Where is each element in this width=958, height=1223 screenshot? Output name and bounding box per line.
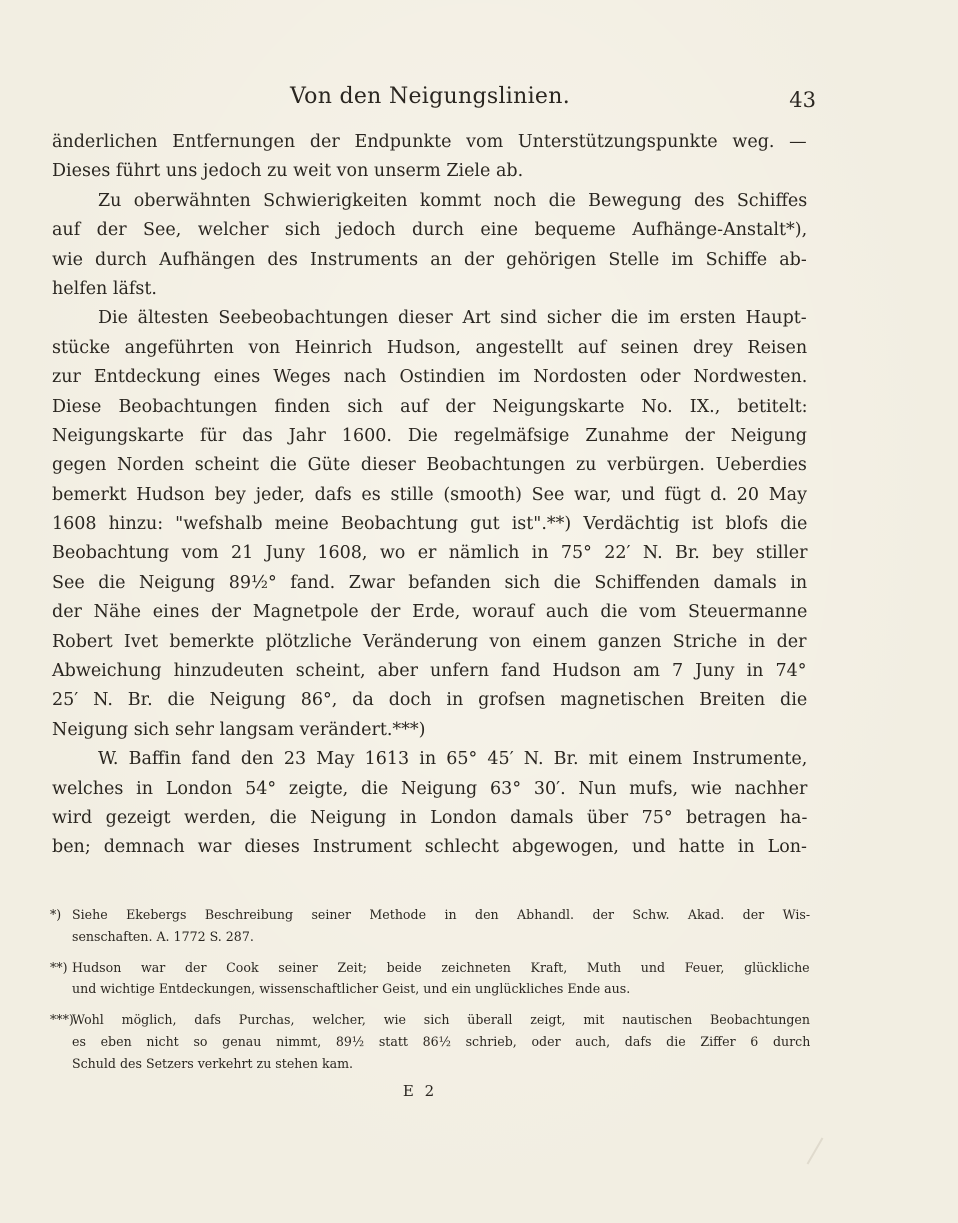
- footnote-mark: ***): [50, 1012, 74, 1028]
- text-line: 25′ N. Br. die Neigung 86°, da doch in grofsen magnetischen Breiten die: [52, 690, 808, 711]
- text-line: Zu oberwähnten Schwierigkeiten kommt noch die Bewegung des Schiffes: [98, 190, 808, 211]
- footnote-mark: **): [50, 959, 68, 975]
- footnote-mark: *): [50, 907, 62, 922]
- text-line: der Nähe eines der Magnetpole der Erde, worauf auch die vom Steuermanne: [52, 602, 808, 623]
- text-line: Dieses führt uns jedoch zu weit von unserm Ziele ab.: [52, 161, 524, 182]
- running-title: Von den Neigungslinien.: [290, 84, 570, 109]
- text-line: Robert Ivet bemerkte plötzliche Veränderung von einem ganzen Striche in der: [52, 631, 807, 652]
- text-line: bemerkt Hudson bey jeder, dafs es stille (smooth) See war, und fügt d. 20 May: [52, 484, 807, 505]
- text-line: wird gezeigt werden, die Neigung in London damals über 75° betragen ha-: [52, 807, 808, 828]
- text-line: helfen läfst.: [52, 278, 157, 299]
- text-line: Neigung sich sehr langsam verändert.***): [52, 719, 426, 740]
- footnote: [50, 957, 810, 1001]
- text-line: Neigungskarte für das Jahr 1600. Die regelmäfsige Zunahme der Neigung: [52, 425, 807, 446]
- body-text: [52, 128, 807, 863]
- text-line: stücke angeführten von Heinrich Hudson, angestellt auf seinen drey Reisen: [52, 337, 808, 358]
- text-line: W. Baffin fand den 23 May 1613 in 65° 45′ N. Br. mit einem Instrumente,: [98, 749, 808, 770]
- text-line: See die Neigung 89½° fand. Zwar befanden sich die Schiffenden damals in: [52, 572, 808, 593]
- footnote-line: *) Siehe Ekebergs Beschreibung seiner Methode in den Abhandl. der Schw. Akad. der Wis-: [72, 904, 810, 926]
- text-line: auf der See, welcher sich jedoch durch eine bequeme Aufhänge-Anstalt*),: [52, 220, 808, 241]
- footnote-line: senschaften. A. 1772 S. 287.: [72, 928, 254, 944]
- signature-mark: E 2: [402, 1082, 438, 1100]
- text-line: 1608 hinzu: "wefshalb meine Beobachtung gut ist".**) Verdächtig ist blofs die: [52, 514, 808, 535]
- footnote-line: **) Hudson war der Cook seiner Zeit; beide zeichneten Kraft, Muth und Feuer, glückliche: [72, 957, 810, 979]
- text-line: welches in London 54° zeigte, die Neigung 63° 30′. Nun mufs, wie nachher: [52, 778, 808, 799]
- text-line: ben; demnach war dieses Instrument schlecht abgewogen, und hatte in Lon-: [52, 837, 807, 858]
- footnote-line: Schuld des Setzers verkehrt zu stehen kam.: [72, 1055, 354, 1071]
- text-line: Die ältesten Seebeobachtungen dieser Art sind sicher die im ersten Haupt-: [98, 308, 807, 329]
- footnotes: [50, 904, 811, 1084]
- text-line: Diese Beobachtungen finden sich auf der Neigungskarte No. IX., betitelt:: [52, 396, 808, 417]
- text-line: Beobachtung vom 21 Juny 1608, wo er nämlich in 75° 22′ N. Br. bey stiller: [52, 543, 808, 564]
- page-number: 43: [789, 88, 816, 112]
- text-line: zur Entdeckung eines Weges nach Ostindien im Nordosten oder Nordwesten.: [52, 367, 808, 388]
- text-line: gegen Norden scheint die Güte dieser Beobachtungen zu verbürgen. Ueberdies: [52, 455, 807, 476]
- footnote-line: es eben nicht so genau nimmt, 89½ statt 86½ schrieb, oder auch, dafs die Ziffer 6 durch: [72, 1033, 811, 1049]
- paper-mark: [807, 1138, 824, 1165]
- footnote-line: ***)Wohl möglich, dafs Purchas, welcher, wie sich überall zeigt, mit nautischen Beobachtungen: [72, 1009, 810, 1031]
- text-line: änderlichen Entfernungen der Endpunkte vom Unterstützungspunkte weg. —: [52, 132, 807, 152]
- footnote: [50, 1009, 811, 1074]
- footnote: [50, 904, 811, 948]
- text-line: Abweichung hinzudeuten scheint, aber unfern fand Hudson am 7 Juny in 74°: [52, 661, 807, 682]
- text-line: wie durch Aufhängen des Instruments an der gehörigen Stelle im Schiffe ab-: [52, 249, 807, 270]
- footnote-line: und wichtige Entdeckungen, wissenschaftlicher Geist, und ein unglückliches Ende aus.: [72, 981, 631, 997]
